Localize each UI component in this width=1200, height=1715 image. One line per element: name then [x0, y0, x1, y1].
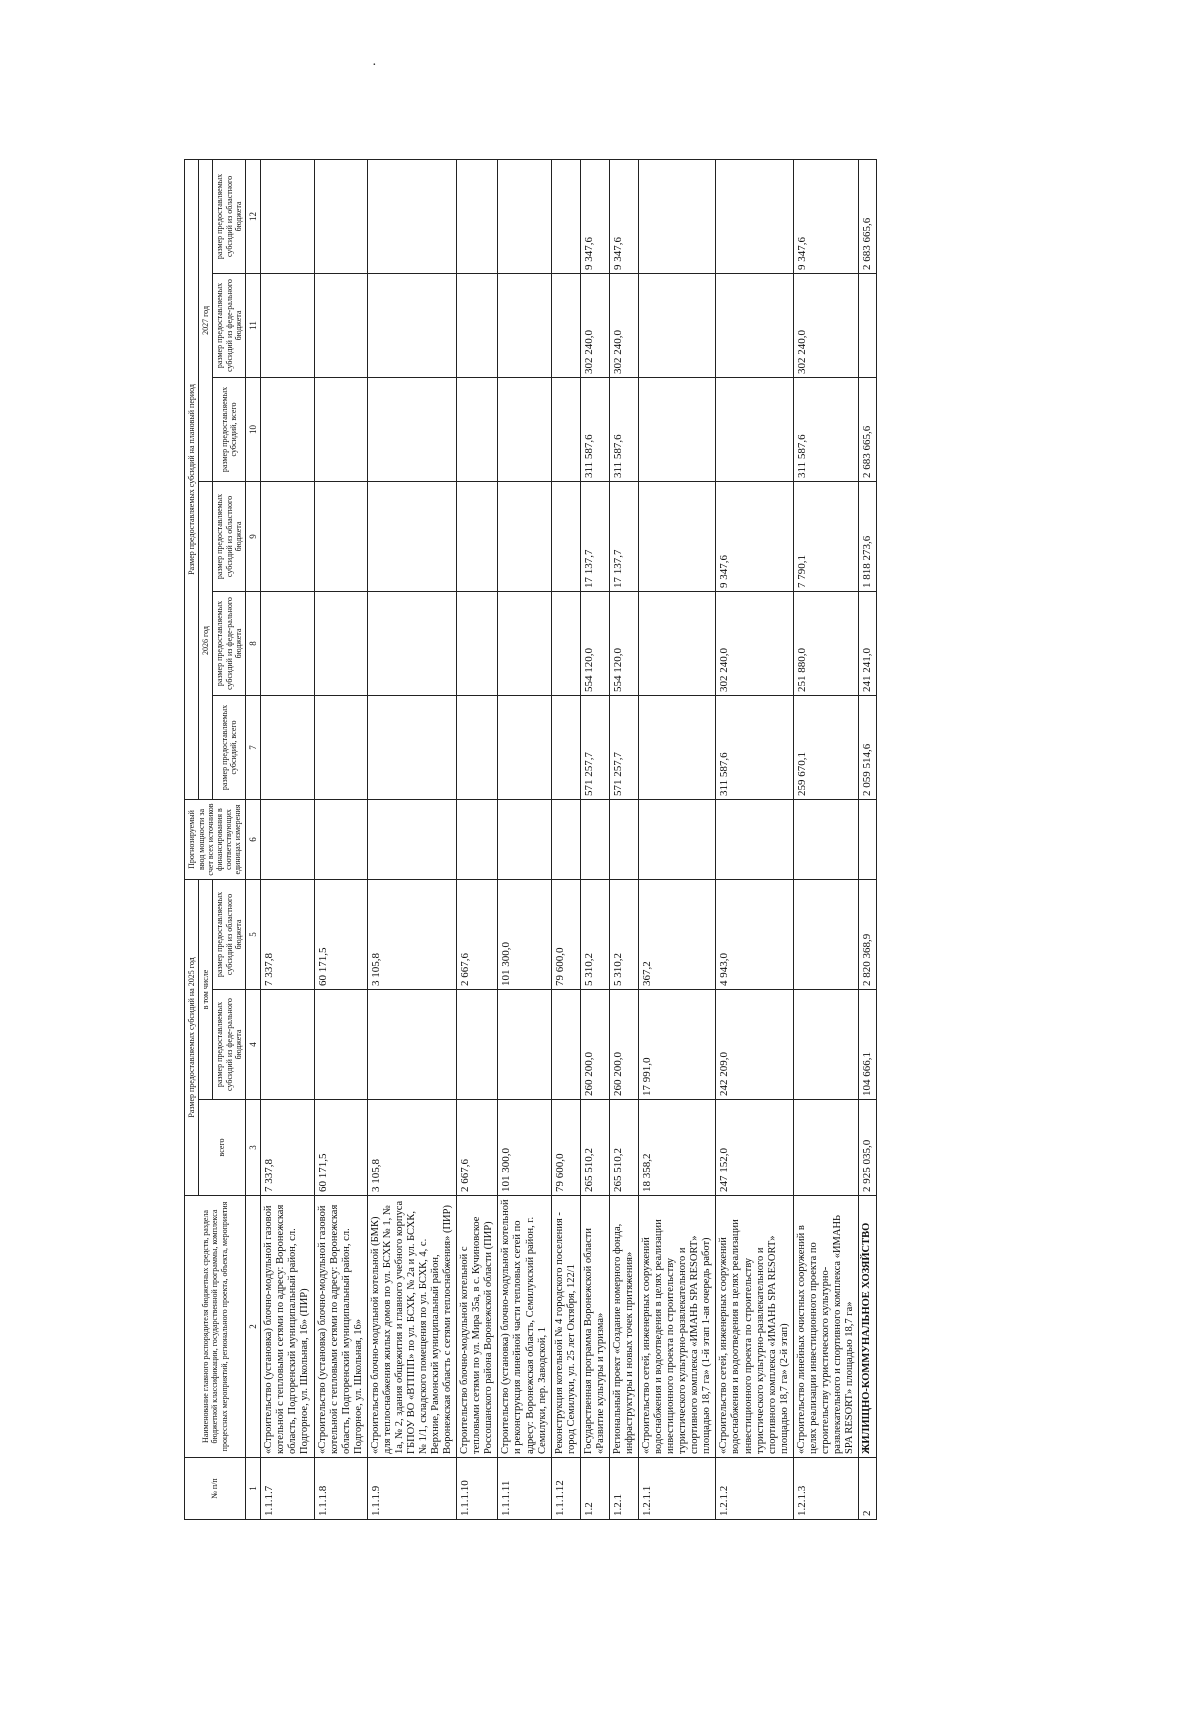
value-cell-c8: 251 880,0: [793, 591, 858, 695]
value-cell-c4: [551, 990, 580, 1100]
value-cell-c7: [261, 695, 314, 799]
row-number: 1.1.1.7: [261, 1458, 314, 1520]
value-cell-c11: [639, 273, 716, 377]
value-cell-c6: [639, 799, 716, 879]
value-cell-c7: 571 257,7: [609, 695, 638, 799]
rotated-page: [184, 160, 1084, 1520]
value-cell-c12: [261, 159, 314, 273]
value-cell-c12: [314, 159, 367, 273]
value-cell-c8: 554 120,0: [580, 591, 609, 695]
value-cell-c8: 241 241,0: [859, 591, 877, 695]
value-cell-c10: [498, 377, 551, 481]
value-cell-c7: [498, 695, 551, 799]
value-cell-c5: 4 943,0: [716, 879, 793, 989]
value-cell-c3: 265 510,2: [609, 1100, 638, 1196]
header-forecast: Прогнозируемый ввод мощности за счет всех источников финансирования в соответствующих единицах измерения: [185, 799, 246, 879]
value-cell-c7: [367, 695, 456, 799]
value-cell-c6: [551, 799, 580, 879]
header-plan: Размер предоставляемых субсидий на плановый период: [185, 159, 199, 799]
scan-speck: ·: [372, 58, 377, 73]
value-cell-c10: 311 587,6: [609, 377, 638, 481]
value-cell-c3: [793, 1100, 858, 1196]
column-number: 8: [245, 591, 260, 695]
value-cell-c10: [551, 377, 580, 481]
table-row: [551, 159, 580, 1519]
row-name: «Строительство (установка) блочно-модульной газовой котельной с тепловыми сетями по адресу: Воронежская область, Подгоренский муниципальный район, сл. Подгорное, ул. Школьная, 16» (ПИР): [261, 1196, 314, 1458]
row-number: 1.1.1.11: [498, 1458, 551, 1520]
value-cell-c3: 7 337,8: [261, 1100, 314, 1196]
value-cell-c7: [639, 695, 716, 799]
table-row: [314, 159, 367, 1519]
row-number: 1.1.1.10: [457, 1458, 498, 1520]
row-name: ЖИЛИЩНО-КОММУНАЛЬНОЕ ХОЗЯЙСТВО: [859, 1196, 877, 1458]
value-cell-c8: 302 240,0: [716, 591, 793, 695]
row-number: 1.2.1.1: [639, 1458, 716, 1520]
value-cell-c5: [793, 879, 858, 989]
value-cell-c8: [314, 591, 367, 695]
value-cell-c8: [498, 591, 551, 695]
value-cell-c8: [457, 591, 498, 695]
value-cell-c4: [498, 990, 551, 1100]
value-cell-c9: [457, 481, 498, 591]
column-number: 1: [245, 1458, 260, 1520]
column-number: 11: [245, 273, 260, 377]
value-cell-c8: [367, 591, 456, 695]
value-cell-c5: 5 310,2: [580, 879, 609, 989]
value-cell-c10: [639, 377, 716, 481]
value-cell-c6: [793, 799, 858, 879]
value-cell-c7: 311 587,6: [716, 695, 793, 799]
value-cell-c6: [457, 799, 498, 879]
column-number: 3: [245, 1100, 260, 1196]
row-name: Реконструкция котельной № 4 городского поселения - город Семилуки, ул. 25 лет Октября, 122/1: [551, 1196, 580, 1458]
column-number: 2: [245, 1196, 260, 1458]
value-cell-c4: [457, 990, 498, 1100]
header-total-2026: размер предоставляемых субсидий, всего: [213, 695, 246, 799]
value-cell-c4: [793, 990, 858, 1100]
value-cell-c8: [639, 591, 716, 695]
value-cell-c11: [261, 273, 314, 377]
header-fed-2027: размер предоставляемых субсидий из феде-рального бюджета: [213, 273, 246, 377]
value-cell-c7: [314, 695, 367, 799]
value-cell-c12: [639, 159, 716, 273]
value-cell-c4: [314, 990, 367, 1100]
header-obl-2026: размер предоставляемых субсидий из областного бюджета: [213, 481, 246, 591]
row-name: «Строительство блочно-модульной котельной (БМК) для теплоснабжения жилых домов по ул. БСХК № 1, № 1а, № 2, здания общежития и главного учебного корпуса ГБПОУ ВО «ВТППП» по ул. БСХК, № 2а и ул. БСХК, № 1/1, складского помещения по ул. БСХК, 4, с. Верхние, Рамонский муниципальный район, Воронежская область с сетями теплоснабжения» (ПИР): [367, 1196, 456, 1458]
row-name: Строительство блочно-модульной котельной с тепловыми сетями по ул. Мира 35а, в с. Кучиновское Россошанского района Воронежской области (ПИР): [457, 1196, 498, 1458]
value-cell-c11: 302 240,0: [793, 273, 858, 377]
table-row: [580, 159, 609, 1519]
value-cell-c12: [367, 159, 456, 273]
value-cell-c10: [314, 377, 367, 481]
value-cell-c3: 247 152,0: [716, 1100, 793, 1196]
value-cell-c5: 5 310,2: [609, 879, 638, 989]
column-number: 10: [245, 377, 260, 481]
header-2027: 2027 год: [199, 159, 213, 481]
value-cell-c5: 367,2: [639, 879, 716, 989]
value-cell-c5: 79 600,0: [551, 879, 580, 989]
column-number: 4: [245, 990, 260, 1100]
row-name: «Строительство сетей, инженерных сооружений водоснабжения и водоотведения в целях реализации инвестиционного проекта по строительству туристического культурно-развлекательного и спортивного комплекса «ИМАНЬ SPA RESORT» площадью 18,7 га» (2-й этап): [716, 1196, 793, 1458]
header-obl-2025: размер предоставляемых субсидий из областного бюджета: [213, 879, 246, 989]
row-number: 1.1.1.9: [367, 1458, 456, 1520]
value-cell-c9: [314, 481, 367, 591]
row-number: 1.2: [580, 1458, 609, 1520]
subsidy-table: [184, 159, 877, 1520]
table-row: [716, 159, 793, 1519]
value-cell-c12: 9 347,6: [793, 159, 858, 273]
value-cell-c5: 101 300,0: [498, 879, 551, 989]
value-cell-c11: [716, 273, 793, 377]
value-cell-c5: 2 667,6: [457, 879, 498, 989]
value-cell-c11: [367, 273, 456, 377]
value-cell-c3: 2 667,6: [457, 1100, 498, 1196]
row-name: «Строительство (установка) блочно-модульной газовой котельной с тепловыми сетями по адресу: Воронежская область, Подгоренский муниципальный район, сл. Подгорное, ул. Школьная, 16»: [314, 1196, 367, 1458]
value-cell-c4: 17 991,0: [639, 990, 716, 1100]
value-cell-c3: 101 300,0: [498, 1100, 551, 1196]
column-number: 9: [245, 481, 260, 591]
value-cell-c4: [261, 990, 314, 1100]
row-number: 1.2.1.3: [793, 1458, 858, 1520]
value-cell-c12: [716, 159, 793, 273]
column-number: 12: [245, 159, 260, 273]
value-cell-c9: 7 790,1: [793, 481, 858, 591]
value-cell-c12: [551, 159, 580, 273]
value-cell-c6: [314, 799, 367, 879]
value-cell-c6: [859, 799, 877, 879]
row-name: Региональный проект «Создание номерного фонда, инфраструктуры и новых точек притяжения»: [609, 1196, 638, 1458]
header-obl-2027: размер предоставляемых субсидий из областного бюджета: [213, 159, 246, 273]
value-cell-c10: [716, 377, 793, 481]
row-name: «Строительство линейных очистных сооружений в целях реализации инвестиционного проекта по строительству туристического культурно-развлекательного и спортивного комплекса «ИМАНЬ SPA RESORT» площадью 18,7 га»: [793, 1196, 858, 1458]
row-number: 1.2.1: [609, 1458, 638, 1520]
value-cell-c11: [859, 273, 877, 377]
value-cell-c12: [457, 159, 498, 273]
value-cell-c7: [457, 695, 498, 799]
value-cell-c3: 2 925 035,0: [859, 1100, 877, 1196]
row-number: 1.1.1.12: [551, 1458, 580, 1520]
value-cell-c3: 18 358,2: [639, 1100, 716, 1196]
table-row: [639, 159, 716, 1519]
table-row: [457, 159, 498, 1519]
value-cell-c3: 79 600,0: [551, 1100, 580, 1196]
value-cell-c9: 9 347,6: [716, 481, 793, 591]
value-cell-c8: [551, 591, 580, 695]
value-cell-c9: 17 137,7: [609, 481, 638, 591]
row-number: 1.2.1.2: [716, 1458, 793, 1520]
row-name: «Строительство сетей, инженерных сооружений водоснабжения и водоотведения в целях реализации инвестиционного проекта по строительству туристического культурно-развлекательного и спортивного комплекса «ИМАНЬ SPA RESORT» площадью 18,7 га» (1-й этап 1-ая очередь работ): [639, 1196, 716, 1458]
value-cell-c11: [498, 273, 551, 377]
value-cell-c12: 9 347,6: [609, 159, 638, 273]
column-number: 5: [245, 879, 260, 989]
value-cell-c6: [609, 799, 638, 879]
header-fed-2025: размер предоставляемых субсидий из феде-рального бюджета: [213, 990, 246, 1100]
value-cell-c8: 554 120,0: [609, 591, 638, 695]
header-no: № п/п: [185, 1458, 246, 1520]
value-cell-c6: [261, 799, 314, 879]
value-cell-c4: 242 209,0: [716, 990, 793, 1100]
value-cell-c3: 3 105,8: [367, 1100, 456, 1196]
header-2026: 2026 год: [199, 481, 213, 799]
value-cell-c10: [261, 377, 314, 481]
value-cell-c9: 17 137,7: [580, 481, 609, 591]
value-cell-c9: [551, 481, 580, 591]
value-cell-c12: 9 347,6: [580, 159, 609, 273]
header-fed-2026: размер предоставляемых субсидий из феде-рального бюджета: [213, 591, 246, 695]
row-name: Строительство (установка) блочно-модульной котельной и реконструкция линейной части тепловых сетей по адресу: Воронежская область, Семилукский район, г. Семилуки, пер. Заводской, 1: [498, 1196, 551, 1458]
value-cell-c4: [367, 990, 456, 1100]
table-row: [498, 159, 551, 1519]
header-total-2027: размер предоставляемых субсидий, всего: [213, 377, 246, 481]
value-cell-c5: 7 337,8: [261, 879, 314, 989]
value-cell-c11: 302 240,0: [609, 273, 638, 377]
value-cell-c5: 2 820 368,9: [859, 879, 877, 989]
row-number: 1.1.1.8: [314, 1458, 367, 1520]
table-row: [367, 159, 456, 1519]
value-cell-c10: [367, 377, 456, 481]
value-cell-c10: 311 587,6: [580, 377, 609, 481]
value-cell-c6: [367, 799, 456, 879]
table-row: [859, 159, 877, 1519]
value-cell-c3: 265 510,2: [580, 1100, 609, 1196]
value-cell-c11: [551, 273, 580, 377]
value-cell-c6: [716, 799, 793, 879]
table-row: [609, 159, 638, 1519]
value-cell-c12: 2 683 665,6: [859, 159, 877, 273]
value-cell-c5: 60 171,5: [314, 879, 367, 989]
header-total: всего: [199, 1100, 246, 1196]
value-cell-c6: [580, 799, 609, 879]
value-cell-c9: [367, 481, 456, 591]
value-cell-c7: 571 257,7: [580, 695, 609, 799]
value-cell-c9: [498, 481, 551, 591]
column-numbers-row: [245, 159, 260, 1519]
column-number: 7: [245, 695, 260, 799]
row-name: Государственная программа Воронежской области «Развитие культуры и туризма»: [580, 1196, 609, 1458]
header-name: Наименование главного распорядителя бюджетных средств, раздела бюджетной классификации, государственной программы, комплекса процессных мероприятий, регионального проекта, объекта, мероприятия: [185, 1196, 246, 1458]
value-cell-c7: 2 059 514,6: [859, 695, 877, 799]
header-2025: Размер предоставляемых субсидий на 2025 год: [185, 879, 199, 1195]
value-cell-c6: [498, 799, 551, 879]
value-cell-c12: [498, 159, 551, 273]
value-cell-c9: 1 818 273,6: [859, 481, 877, 591]
value-cell-c4: 104 666,1: [859, 990, 877, 1100]
value-cell-c7: 259 670,1: [793, 695, 858, 799]
value-cell-c4: 260 200,0: [580, 990, 609, 1100]
value-cell-c10: [457, 377, 498, 481]
value-cell-c10: 311 587,6: [793, 377, 858, 481]
row-number: 2: [859, 1458, 877, 1520]
table-row: [793, 159, 858, 1519]
value-cell-c11: [314, 273, 367, 377]
value-cell-c9: [639, 481, 716, 591]
value-cell-c10: 2 683 665,6: [859, 377, 877, 481]
value-cell-c3: 60 171,5: [314, 1100, 367, 1196]
table-row: [261, 159, 314, 1519]
column-number: 6: [245, 799, 260, 879]
value-cell-c11: 302 240,0: [580, 273, 609, 377]
value-cell-c7: [551, 695, 580, 799]
value-cell-c5: 3 105,8: [367, 879, 456, 989]
value-cell-c9: [261, 481, 314, 591]
value-cell-c8: [261, 591, 314, 695]
value-cell-c11: [457, 273, 498, 377]
value-cell-c4: 260 200,0: [609, 990, 638, 1100]
header-incl: в том числе: [199, 879, 213, 1099]
